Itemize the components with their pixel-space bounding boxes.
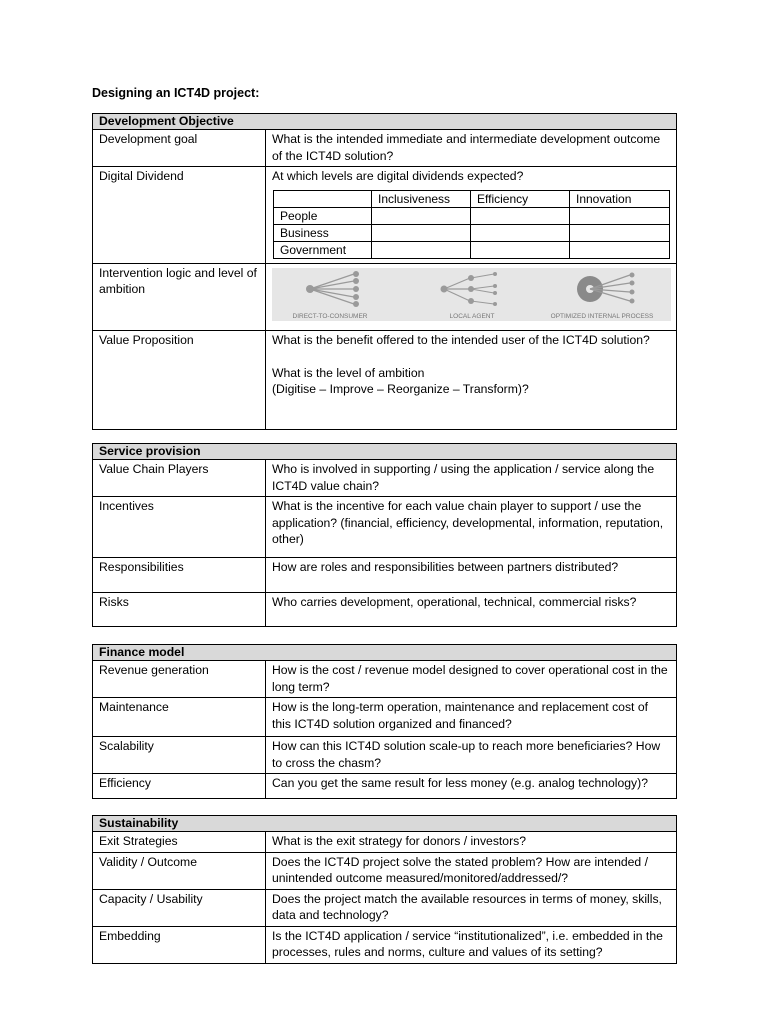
row-question: Does the project match the available resources in terms of money, skills, data and technology? xyxy=(266,889,677,926)
matrix-cell[interactable] xyxy=(471,241,570,258)
diagram-label: LOCAL AGENT xyxy=(449,312,495,320)
row-question: What is the level of ambition xyxy=(272,365,425,380)
matrix-row-header: Government xyxy=(274,241,372,258)
sustainability-table xyxy=(92,815,677,964)
row-label: Responsibilities xyxy=(93,558,266,593)
digital-dividend-cell xyxy=(266,167,677,264)
row-label: Intervention logic and level of ambition xyxy=(93,263,266,331)
row-question: Is the ICT4D application / service “institutionalized”, i.e. embedded in the processes, rules and norms, culture and values of its setting? xyxy=(266,926,677,963)
row-label: Risks xyxy=(93,593,266,627)
row-question: Who carries development, operational, technical, commercial risks? xyxy=(266,593,677,627)
matrix-cell[interactable] xyxy=(372,224,471,241)
row-label: Efficiency xyxy=(93,774,266,799)
row-question: How is the cost / revenue model designed to cover operational cost in the long term? xyxy=(266,661,677,698)
row-question: Can you get the same result for less money (e.g. analog technology)? xyxy=(266,774,677,799)
row-question: Who is involved in supporting / using the application / service along the ICT4D value chain? xyxy=(266,460,677,497)
row-label: Digital Dividend xyxy=(93,167,266,264)
page-title: Designing an ICT4D project: xyxy=(92,86,260,100)
local-agent-icon xyxy=(441,272,498,306)
matrix-cell[interactable] xyxy=(372,241,471,258)
matrix-row-header: People xyxy=(274,207,372,224)
row-label: Exit Strategies xyxy=(93,832,266,853)
matrix-cell[interactable] xyxy=(471,224,570,241)
development-objective-table xyxy=(92,113,677,430)
row-label: Development goal xyxy=(93,130,266,167)
finance-model-table xyxy=(92,644,677,799)
section-header: Finance model xyxy=(93,645,677,661)
matrix-col-header: Efficiency xyxy=(471,190,570,207)
diagram-label: OPTIMIZED INTERNAL PROCESS xyxy=(550,312,654,320)
matrix-cell[interactable] xyxy=(372,207,471,224)
row-question: Does the ICT4D project solve the stated problem? How are intended / unintended outcome measured/monitored/addressed/? xyxy=(266,852,677,889)
optimized-process-icon xyxy=(577,272,635,303)
row-question: What is the benefit offered to the intended user of the ICT4D solution? xyxy=(272,333,650,347)
section-header: Service provision xyxy=(93,444,677,460)
row-question: How can this ICT4D solution scale-up to reach more beneficiaries? How to cross the chasm? xyxy=(266,737,677,774)
row-question: At which levels are digital dividends expected? xyxy=(272,169,524,183)
row-label: Revenue generation xyxy=(93,661,266,698)
intervention-diagram-cell xyxy=(266,263,677,331)
row-label: Value Chain Players xyxy=(93,460,266,497)
row-question: What is the exit strategy for donors / investors? xyxy=(266,832,677,853)
row-question: How is the long-term operation, maintenance and replacement cost of this ICT4D solution organized and financed? xyxy=(266,698,677,737)
row-question: (Digitise – Improve – Reorganize – Transform)? xyxy=(272,382,529,396)
row-question: What is the intended immediate and intermediate development outcome of the ICT4D solution? xyxy=(266,130,677,167)
section-header: Sustainability xyxy=(93,816,677,832)
value-proposition-cell xyxy=(266,331,677,430)
matrix-cell[interactable] xyxy=(570,224,670,241)
row-label: Validity / Outcome xyxy=(93,852,266,889)
dividend-matrix xyxy=(273,190,670,259)
matrix-row-header: Business xyxy=(274,224,372,241)
row-label: Scalability xyxy=(93,737,266,774)
matrix-col-header: Innovation xyxy=(570,190,670,207)
row-label: Capacity / Usability xyxy=(93,889,266,926)
matrix-corner xyxy=(274,190,372,207)
direct-to-consumer-icon xyxy=(306,271,359,307)
diagram-label: DIRECT-TO-CONSUMER xyxy=(292,312,368,320)
matrix-cell[interactable] xyxy=(570,241,670,258)
intervention-logic-diagram xyxy=(272,268,671,321)
service-provision-table xyxy=(92,443,677,627)
matrix-cell[interactable] xyxy=(570,207,670,224)
row-label: Maintenance xyxy=(93,698,266,737)
matrix-cell[interactable] xyxy=(471,207,570,224)
row-label: Value Proposition xyxy=(93,331,266,430)
row-question: How are roles and responsibilities between partners distributed? xyxy=(266,558,677,593)
row-question: What is the incentive for each value chain player to support / use the application? (financial, efficiency, developmental, information, reputation, other) xyxy=(266,497,677,558)
row-label: Embedding xyxy=(93,926,266,963)
section-header: Development Objective xyxy=(93,114,677,130)
matrix-col-header: Inclusiveness xyxy=(372,190,471,207)
row-label: Incentives xyxy=(93,497,266,558)
